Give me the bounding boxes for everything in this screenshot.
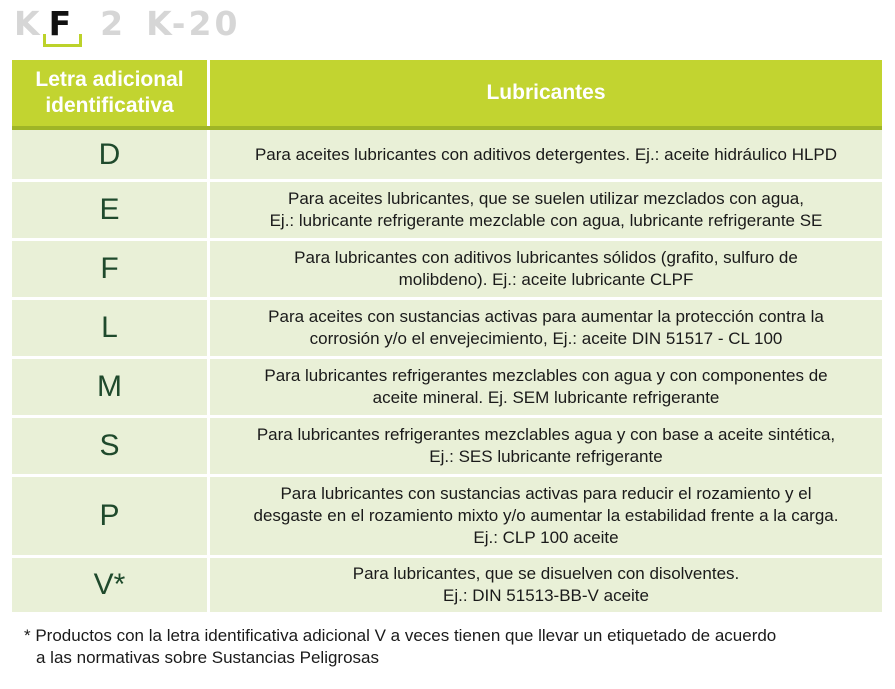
row-letter: S (12, 418, 210, 477)
row-desc-line: Para lubricantes, que se disuelven con disolventes. (352, 564, 740, 583)
table-row (12, 558, 882, 615)
row-desc-line: Ej.: lubricante refrigerante mezclable con agua, lubricante refrigerante SE (269, 211, 823, 230)
row-desc-line: Para aceites con sustancias activas para aumentar la protección contra la (268, 307, 824, 326)
code-letter-k: K (14, 4, 43, 43)
row-desc-line: Ej.: CLP 100 aceite (473, 528, 619, 547)
table-row (12, 418, 882, 477)
row-letter: L (12, 300, 210, 359)
row-desc-line: Para lubricantes con sustancias activas para reducir el rozamiento y el (280, 484, 812, 503)
header-lubricants: Lubricantes (210, 60, 882, 126)
row-desc-line: Para lubricantes con aditivos lubricantes sólidos (grafito, sulfuro de (294, 248, 798, 267)
row-description (210, 300, 882, 359)
row-desc-line: Para aceites lubricantes, que se suelen utilizar mezclados con agua, (288, 189, 804, 208)
row-desc-line: Para aceites lubricantes con aditivos detergentes. Ej.: aceite hidráulico HLPD (254, 144, 838, 164)
row-letter: M (12, 359, 210, 418)
footnote (24, 625, 874, 669)
row-desc-line: Para lubricantes refrigerantes mezclables agua y con base a aceite sintética, (256, 425, 836, 444)
table-row (12, 241, 882, 300)
row-description (210, 418, 882, 477)
header-letter (12, 60, 210, 126)
code-suffix: K-20 (146, 4, 241, 43)
row-letter: P (12, 477, 210, 558)
table-row (12, 182, 882, 241)
row-description (210, 241, 882, 300)
row-desc-line: Ej.: DIN 51513-BB-V aceite (443, 586, 649, 605)
row-desc-line: Para lubricantes refrigerantes mezclables con agua y con componentes de (264, 366, 828, 385)
row-letter: E (12, 182, 210, 241)
header-letter-line2: identificativa (45, 94, 174, 117)
row-desc-line: corrosión y/o el envejecimiento, Ej.: aceite DIN 51517 - CL 100 (309, 329, 783, 348)
code-number: 2 (100, 4, 127, 43)
row-description (210, 477, 882, 558)
table-header-row (12, 60, 882, 126)
row-letter: D (12, 130, 210, 182)
row-letter: V* (12, 558, 210, 615)
table-row (12, 477, 882, 558)
header-letter-line1: Letra adicional (35, 68, 184, 91)
row-description (210, 130, 882, 182)
footnote-line2: a las normativas sobre Sustancias Peligrosas (36, 648, 379, 667)
row-desc-line: aceite mineral. Ej. SEM lubricante refrigerante (372, 388, 720, 407)
row-description (210, 558, 882, 615)
lubricant-letters-table (12, 60, 882, 615)
code-letter-f-highlighted: F (45, 4, 79, 43)
designation-code (14, 4, 240, 44)
row-description (210, 182, 882, 241)
row-desc-line: desgaste en el rozamiento mixto y/o aumentar la estabilidad frente a la carga. (253, 506, 839, 525)
table-row (12, 300, 882, 359)
row-letter: F (12, 241, 210, 300)
table-row (12, 130, 882, 182)
footnote-line1: * Productos con la letra identificativa adicional V a veces tienen que llevar un etiquetado de acuerdo (24, 626, 777, 645)
row-desc-line: Ej.: SES lubricante refrigerante (429, 447, 663, 466)
row-description (210, 359, 882, 418)
row-desc-line: molibdeno). Ej.: aceite lubricante CLPF (398, 270, 694, 289)
table-row (12, 359, 882, 418)
